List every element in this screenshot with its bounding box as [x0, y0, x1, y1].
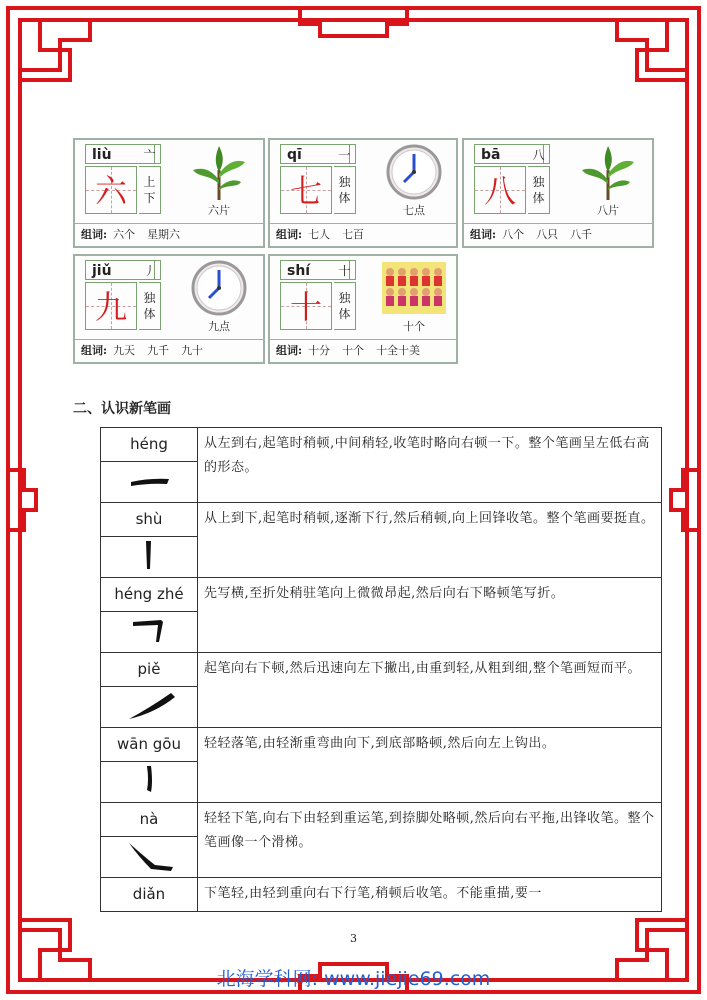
card-illustration: [179, 260, 259, 316]
card-caption: 六片: [208, 204, 230, 217]
card-caption: 十个: [403, 320, 425, 333]
card-word: 八千: [570, 228, 593, 241]
character-card: [73, 254, 265, 364]
card-structure-bottom: 体: [143, 307, 156, 321]
card-radical: 丿: [139, 260, 161, 280]
stroke-pinyin: piě: [101, 653, 198, 687]
stroke-wangou-icon: [101, 762, 198, 803]
card-pinyin: liù: [85, 144, 155, 164]
character-card: [268, 254, 458, 364]
card-pinyin: qī: [280, 144, 350, 164]
card-structure: [139, 282, 161, 330]
card-character: 六: [94, 172, 127, 210]
card-caption: 九点: [208, 320, 230, 333]
card-words: [464, 223, 652, 246]
card-radical: 亠: [139, 144, 161, 164]
card-words-label: 组词:: [276, 344, 303, 357]
card-character: 八: [483, 172, 516, 210]
card-word: 八个: [502, 228, 525, 241]
card-structure-bottom: 体: [532, 191, 545, 205]
stroke-description: 从左到右,起笔时稍顿,中间稍轻,收笔时略向右顿一下。整个笔画呈左低右高的形态。: [198, 428, 662, 503]
stroke-row: [101, 803, 662, 837]
stroke-row: [101, 503, 662, 537]
stroke-row: [101, 728, 662, 762]
card-structure: [139, 166, 161, 214]
card-structure-top: 上: [143, 175, 156, 189]
character-card: [268, 138, 458, 248]
card-illustration: [374, 144, 454, 200]
card-word: 七百: [342, 228, 365, 241]
card-word: 七人: [308, 228, 331, 241]
stroke-heng-icon: [101, 462, 198, 503]
card-structure: [528, 166, 550, 214]
card-character: 九: [94, 288, 127, 326]
card-character-grid: [280, 166, 332, 214]
card-words-label: 组词:: [81, 228, 108, 241]
card-character-grid: [85, 282, 137, 330]
card-word: 九天: [113, 344, 136, 357]
stroke-pinyin: nà: [101, 803, 198, 837]
card-caption: 七点: [403, 204, 425, 217]
card-pinyin: jiǔ: [85, 260, 155, 280]
stroke-row: [101, 578, 662, 612]
character-card: [462, 138, 654, 248]
card-structure-bottom: 体: [338, 191, 351, 205]
card-word: 十全十美: [376, 344, 421, 357]
card-word: 九千: [147, 344, 170, 357]
stroke-row: [101, 428, 662, 462]
card-illustration: [568, 144, 648, 200]
strokes-table: [100, 427, 662, 912]
stroke-pie-icon: [101, 687, 198, 728]
stroke-description: 下笔轻,由轻到重向右下行笔,稍顿后收笔。不能重描,要一: [198, 878, 662, 912]
card-word: 六个: [113, 228, 136, 241]
card-character: 十: [289, 288, 322, 326]
stroke-pinyin: wān gōu: [101, 728, 198, 762]
card-radical: 八: [528, 144, 550, 164]
stroke-pinyin: diǎn: [101, 878, 198, 912]
card-structure-top: 独: [338, 175, 351, 189]
card-structure: [334, 282, 356, 330]
section-title: 二、认识新笔画: [73, 401, 171, 417]
stroke-description: 起笔向右下顿,然后迅速向左下撇出,由重到轻,从粗到细,整个笔画短而平。: [198, 653, 662, 728]
stroke-description: 从上到下,起笔时稍顿,逐渐下行,然后稍顿,向上回锋收笔。整个笔画要挺直。: [198, 503, 662, 578]
card-word: 星期六: [147, 228, 181, 241]
card-illustration: [374, 260, 454, 316]
card-caption: 八片: [597, 204, 619, 217]
card-words: [75, 339, 263, 362]
card-pinyin: bā: [474, 144, 544, 164]
card-character: 七: [289, 172, 322, 210]
card-words-label: 组词:: [470, 228, 497, 241]
card-illustration: [179, 144, 259, 200]
card-word: 八只: [536, 228, 559, 241]
stroke-pinyin: shù: [101, 503, 198, 537]
card-word: 十分: [308, 344, 331, 357]
card-character-grid: [474, 166, 526, 214]
card-character-grid: [280, 282, 332, 330]
card-words-label: 组词:: [276, 228, 303, 241]
stroke-shu-icon: [101, 537, 198, 578]
page-number: 3: [350, 932, 357, 945]
card-words-label: 组词:: [81, 344, 108, 357]
card-word: 九十: [181, 344, 204, 357]
card-structure-bottom: 体: [338, 307, 351, 321]
card-structure-top: 独: [143, 291, 156, 305]
card-words: [270, 223, 456, 246]
stroke-pinyin: héng zhé: [101, 578, 198, 612]
card-character-grid: [85, 166, 137, 214]
stroke-row: [101, 878, 662, 912]
stroke-na-icon: [101, 837, 198, 878]
footer-website[interactable]: 北海学科网: www.jiejie69.com: [216, 968, 491, 990]
stroke-pinyin: héng: [101, 428, 198, 462]
card-word: 十个: [342, 344, 365, 357]
card-radical: 一: [334, 144, 356, 164]
stroke-hengzhe-icon: [101, 612, 198, 653]
card-radical: 十: [334, 260, 356, 280]
character-card: [73, 138, 265, 248]
card-pinyin: shí: [280, 260, 350, 280]
card-structure-bottom: 下: [143, 191, 156, 205]
card-structure: [334, 166, 356, 214]
card-words: [75, 223, 263, 246]
card-structure-top: 独: [532, 175, 545, 189]
stroke-description: 轻轻下笔,向右下由轻到重运笔,到捺脚处略顿,然后向右平拖,出锋收笔。整个笔画像一个滑梯。: [198, 803, 662, 878]
stroke-row: [101, 653, 662, 687]
card-structure-top: 独: [338, 291, 351, 305]
stroke-description: 先写横,至折处稍驻笔向上微微昂起,然后向右下略顿笔写折。: [198, 578, 662, 653]
card-words: [270, 339, 456, 362]
stroke-description: 轻轻落笔,由轻渐重弯曲向下,到底部略顿,然后向左上钩出。: [198, 728, 662, 803]
